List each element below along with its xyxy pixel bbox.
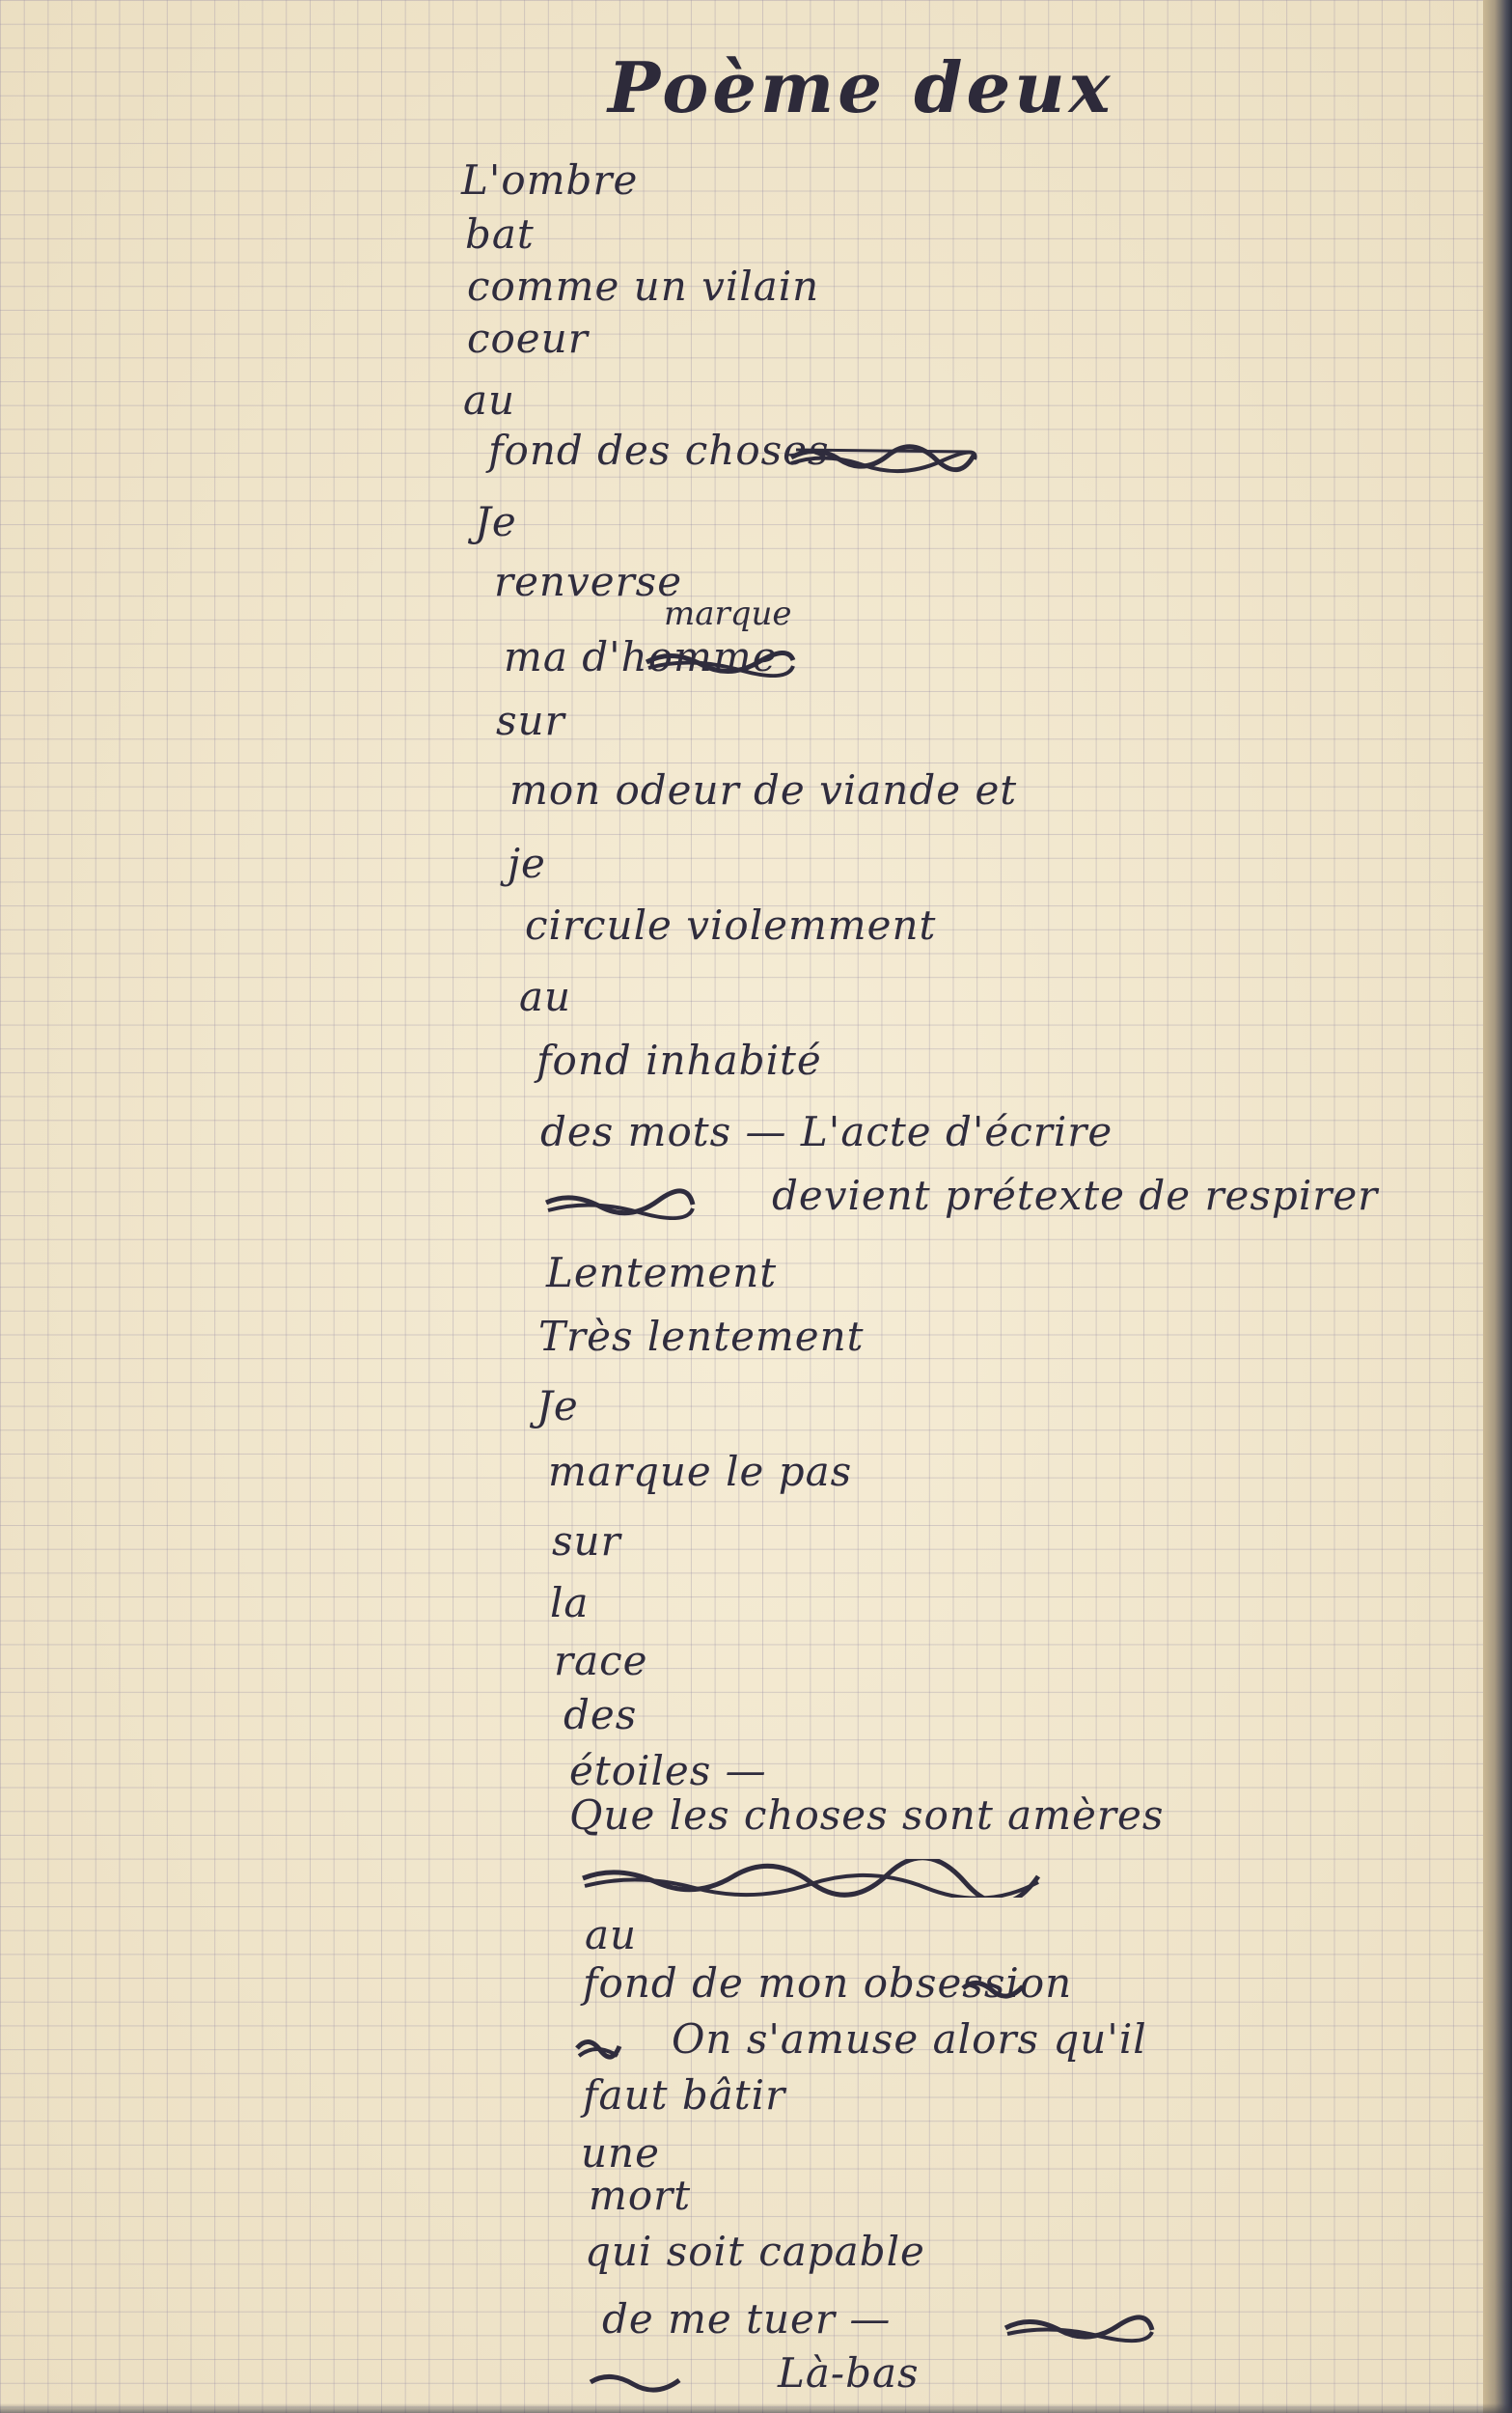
poem-line: fond des choses: [488, 427, 830, 474]
poem-line: marque le pas: [548, 1448, 853, 1495]
poem-line: devient prétexte de respirer: [772, 1172, 1379, 1219]
poem-line: circule violemment: [525, 901, 937, 949]
poem-line: je: [508, 840, 546, 887]
poem-line-with-strikeout: [488, 427, 830, 474]
inserted-word: marque: [664, 595, 792, 633]
poem-line: au: [585, 1911, 638, 1958]
page-bottom-shadow: [0, 2403, 1512, 2413]
poem-line: renverse: [494, 558, 683, 605]
poem-line: étoiles —: [569, 1747, 767, 1794]
poem-line: de me tuer —: [602, 2295, 892, 2343]
poem-line: une: [581, 2129, 660, 2177]
crossed-out-word: [643, 645, 797, 678]
poem-line: mon odeur de viande et: [509, 766, 1018, 814]
poem-line: comme un vilain: [467, 263, 820, 310]
crossed-out-word: [786, 436, 979, 475]
poem-line: ma d'homme: [504, 633, 778, 680]
poem-line: sur: [552, 1517, 621, 1565]
poem-line: mort: [589, 2172, 692, 2219]
crossed-out-word: [587, 2367, 683, 2398]
poem-line: Là-bas: [778, 2349, 920, 2397]
poem-line: On s'amuse alors qu'il: [672, 2015, 1147, 2063]
crossed-out-word: [959, 1973, 1027, 2002]
poem-line: au: [519, 973, 572, 1020]
poem-line: au: [463, 376, 516, 424]
poem-line: qui soit capable: [585, 2228, 925, 2275]
poem-line: des mots — L'acte d'écrire: [540, 1108, 1113, 1155]
notebook-binding-edge: [1483, 0, 1512, 2413]
poem-line: Je: [536, 1382, 579, 1429]
crossed-out-word: [1002, 2311, 1156, 2344]
poem-line: coeur: [467, 315, 589, 362]
poem-line: fond inhabité: [536, 1037, 822, 1084]
crossed-out-word: [542, 1185, 697, 1220]
poem-line: bat: [465, 210, 535, 258]
crossed-out-line: [579, 1859, 1042, 1898]
poem-line: Lentement: [546, 1249, 778, 1296]
crossed-out-word: [573, 2031, 623, 2066]
poem-title: Poème deux: [608, 46, 1114, 128]
poem-line: Je: [475, 498, 517, 545]
poem-line: race: [554, 1637, 648, 1684]
poem-line: fond de mon obsession: [583, 1959, 1073, 2007]
poem-line: L'ombre: [461, 156, 639, 204]
poem-line: Très lentement: [538, 1313, 865, 1360]
poem-line: des: [564, 1691, 638, 1738]
poem-line: la: [550, 1579, 590, 1626]
poem-line: Que les choses sont amères: [569, 1791, 1165, 1839]
poem-line: sur: [496, 697, 565, 744]
poem-line: faut bâtir: [583, 2071, 786, 2119]
